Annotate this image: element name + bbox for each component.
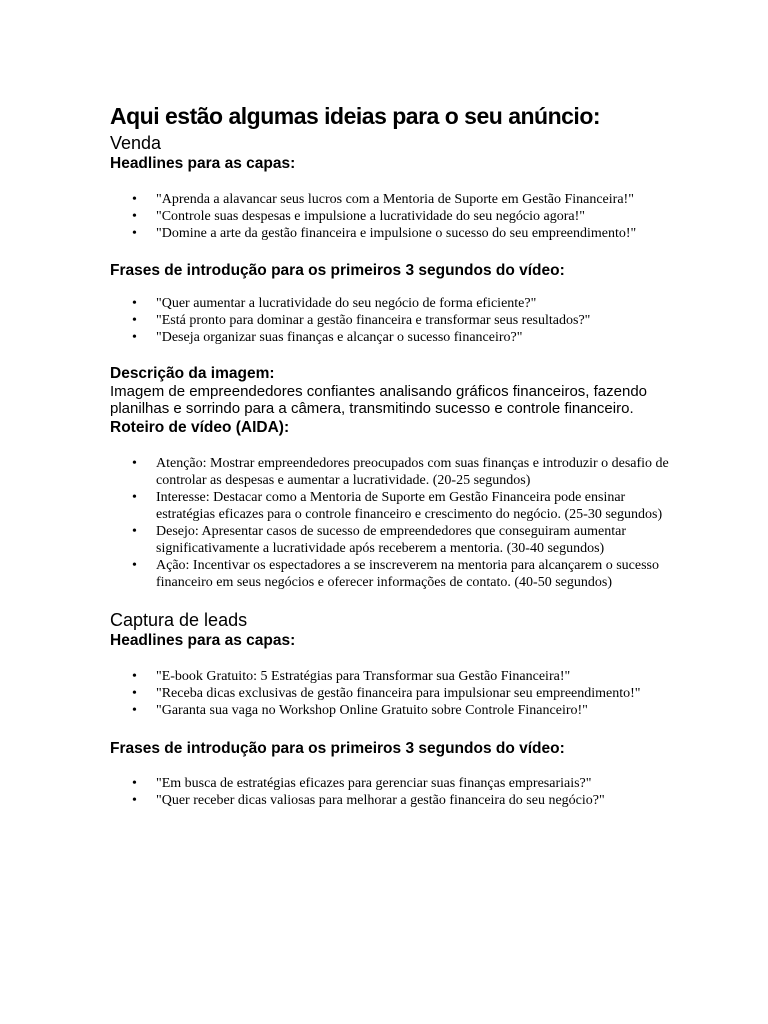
list-item-text: "Deseja organizar suas finanças e alcançar o sucesso financeiro?" (156, 330, 523, 345)
bullet-icon: • (132, 456, 137, 471)
leads-headlines-list (110, 668, 670, 719)
list-item (110, 489, 670, 523)
bullet-icon: • (132, 703, 137, 718)
bullet-icon: • (132, 192, 137, 207)
list-item-text: "Quer receber dicas valiosas para melhorar a gestão financeira do seu negócio?" (156, 793, 605, 808)
section-title-venda: Venda (110, 133, 162, 153)
bullet-icon: • (132, 330, 137, 345)
document-page (110, 100, 670, 809)
list-item (110, 775, 670, 792)
list-item-text: "Controle suas despesas e impulsione a lucratividade do seu negócio agora!" (156, 209, 585, 224)
leads-intro-list (110, 775, 670, 809)
venda-intro-heading: Frases de introdução para os primeiros 3 segundos do vídeo: (110, 262, 565, 279)
list-item-text: Ação: Incentivar os espectadores a se inscreverem na mentoria para alcançarem o sucesso financeiro em seus negócios e oferecer informações de contato. (40-50 segundos) (156, 558, 659, 590)
video-script-list (110, 455, 670, 591)
list-item (110, 191, 670, 208)
list-item-text: "Aprenda a alavancar seus lucros com a Mentoria de Suporte em Gestão Financeira!" (156, 192, 634, 207)
venda-headlines-heading: Headlines para as capas: (110, 155, 296, 172)
bullet-icon: • (132, 524, 137, 539)
list-item-text: "Receba dicas exclusivas de gestão financeira para impulsionar seu empreendimento!" (156, 686, 641, 701)
bullet-icon: • (132, 776, 137, 791)
bullet-icon: • (132, 793, 137, 808)
list-item (110, 668, 670, 685)
list-item (110, 225, 670, 242)
list-item (110, 329, 670, 346)
bullet-icon: • (132, 490, 137, 505)
list-item-text: "Quer aumentar a lucratividade do seu negócio de forma eficiente?" (156, 296, 537, 311)
video-script-heading: Roteiro de vídeo (AIDA): (110, 419, 290, 436)
bullet-icon: • (132, 296, 137, 311)
section-title-leads: Captura de leads (110, 610, 248, 630)
list-item (110, 685, 670, 702)
list-item (110, 523, 670, 557)
list-item-text: "E-book Gratuito: 5 Estratégias para Transformar sua Gestão Financeira!" (156, 669, 571, 684)
bullet-icon: • (132, 209, 137, 224)
list-item-text: Atenção: Mostrar empreendedores preocupados com suas finanças e introduzir o desafio de controlar as despesas e aumentar a lucratividade. (20-25 segundos) (156, 456, 669, 488)
page-title: Aqui estão algumas ideias para o seu anúncio: (110, 103, 601, 129)
list-item (110, 208, 670, 225)
bullet-icon: • (132, 669, 137, 684)
list-item-text: "Garanta sua vaga no Workshop Online Gratuito sobre Controle Financeiro!" (156, 703, 588, 718)
image-description-heading: Descrição da imagem: (110, 365, 275, 382)
list-item-text: Interesse: Destacar como a Mentoria de Suporte em Gestão Financeira pode ensinar estratégias eficazes para o controle financeiro e crescimento do negócio. (25-30 segundos) (156, 490, 663, 522)
venda-headlines-list (110, 191, 670, 242)
list-item (110, 702, 670, 719)
list-item-text: "Está pronto para dominar a gestão financeira e transformar seus resultados?" (156, 313, 591, 328)
bullet-icon: • (132, 226, 137, 241)
bullet-icon: • (132, 313, 137, 328)
leads-intro-heading: Frases de introdução para os primeiros 3 segundos do vídeo: (110, 740, 565, 757)
list-item (110, 312, 670, 329)
bullet-icon: • (132, 686, 137, 701)
list-item (110, 792, 670, 809)
list-item (110, 295, 670, 312)
image-description-text: Imagem de empreendedores confiantes analisando gráficos financeiros, fazendo planilhas e sorrindo para a câmera, transmitindo sucesso e controle financeiro. (110, 383, 647, 417)
bullet-icon: • (132, 558, 137, 573)
list-item-text: "Domine a arte da gestão financeira e impulsione o sucesso do seu empreendimento!" (156, 226, 637, 241)
venda-intro-list (110, 295, 670, 346)
list-item-text: "Em busca de estratégias eficazes para gerenciar suas finanças empresariais?" (156, 776, 592, 791)
list-item (110, 557, 670, 591)
leads-headlines-heading: Headlines para as capas: (110, 632, 296, 649)
list-item-text: Desejo: Apresentar casos de sucesso de empreendedores que conseguiram aumentar significativamente a lucratividade após receberem a mentoria. (30-40 segundos) (156, 524, 626, 556)
list-item (110, 455, 670, 489)
